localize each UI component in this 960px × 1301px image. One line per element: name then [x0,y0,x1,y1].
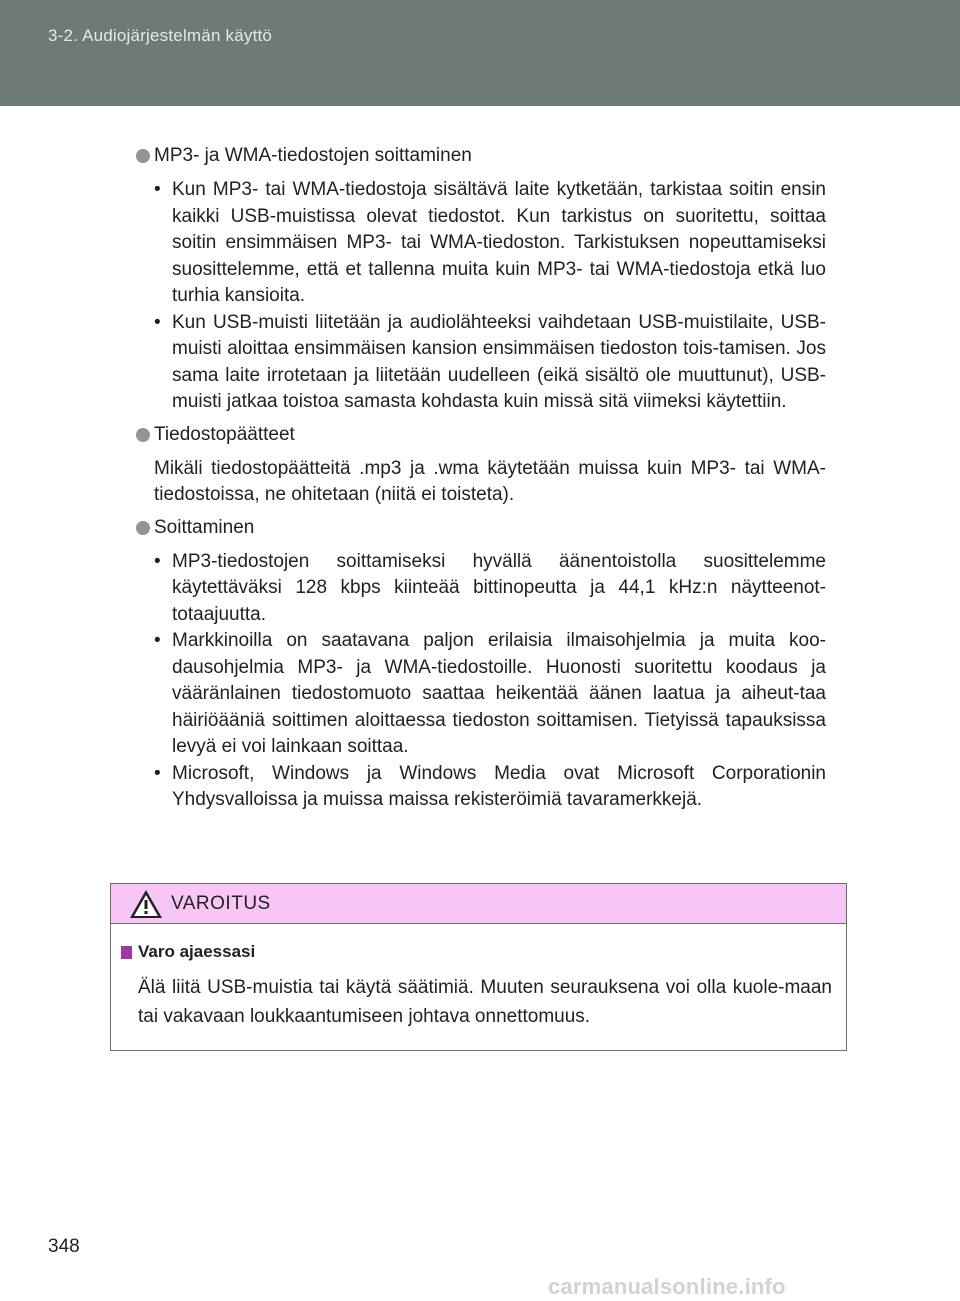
bullet-dot-icon [136,149,150,163]
bullet-list [154,549,826,814]
section-paragraph: Mikäli tiedostopäätteitä .mp3 ja .wma käytetään muissa kuin MP3- tai WMA-tiedostoissa, ne ohitetaan (niitä ei toisteta). [154,457,826,505]
bullet-dot-icon [136,428,150,442]
list-item: • MP3-tiedostojen soittamiseksi hyvällä äänentoistolla suosittelemme käytettäväksi 128 kbps kiinteää bittinopeutta ja 44,1 kHz:n näytteenot-totaajuutta. [154,549,826,629]
list-item: • Markkinoilla on saatavana paljon erilaisia ilmaisohjelmia ja muita koo-dausohjelmia MP3- ja WMA-tiedostoille. Huonosti suoritettu koodaus ja vääränlainen tiedostomuoto saattaa heikentää äänen laatua ja aiheut-taa häiriöääniä soittimen aloittaessa tiedoston soittamisen. Tietyissä tapauksissa levyä ei voi lainkaan soittaa. [154,628,826,761]
header-band [0,0,960,106]
section-title: 3-2. Audiojärjestelmän käyttö [48,26,273,45]
warning-box [110,883,847,1051]
watermark: carmanualsonline.info [548,1274,786,1299]
warning-body [111,924,846,1031]
warning-subheading: Varo ajaessasi [138,942,256,961]
main-content [136,143,826,820]
section-heading: Tiedostopäätteet [154,423,295,445]
bullet-list [154,177,826,416]
warning-title-bar [111,884,846,924]
square-bullet-icon [121,946,132,959]
warning-text: Älä liitä USB-muistia tai käytä säätimiä. Muuten seurauksena voi olla kuole-maan tai vakavaan loukkaantumiseen johtava onnettomuus. [138,977,832,1027]
section-heading: Soittaminen [154,516,255,538]
section-heading: MP3- ja WMA-tiedostojen soittaminen [154,145,472,166]
list-item: • Kun USB-muisti liitetään ja audiolähteeksi vaihdetaan USB-muistilaite, USB-muisti aloittaa ensimmäisen kansion ensimmäisen tiedoston tois-tamisen. Jos sama laite irrotetaan ja liitetään uudelleen (eikä sisältö ole muuttunut), USB-muisti jatkaa toistoa samasta kohdasta kuin missä sitä viimeksi käytettiin. [154,310,826,416]
section-file-extensions [136,422,826,509]
section-playback [136,515,826,814]
list-item: • Kun MP3- tai WMA-tiedostoja sisältävä laite kytketään, tarkistaa soitin ensin kaikki USB-muistissa olevat tiedostot. Kun tarkistus on suoritettu, soittaa soitin ensimmäisen MP3- tai WMA-tiedoston. Tarkistuksen nopeuttamiseksi suosittelemme, että et tallenna muita kuin MP3- tai WMA-tiedostoja etkä luo turhia kansioita. [154,177,826,310]
warning-title: VAROITUS [171,892,271,914]
page-number: 348 [48,1236,80,1257]
warning-triangle-icon [129,889,163,919]
list-item: • Microsoft, Windows ja Windows Media ovat Microsoft Corporationin Yhdysvalloissa ja muissa maissa rekisteröimiä tavaramerkkejä. [154,761,826,814]
section-mp3-wma [136,143,826,416]
bullet-dot-icon [136,521,150,535]
